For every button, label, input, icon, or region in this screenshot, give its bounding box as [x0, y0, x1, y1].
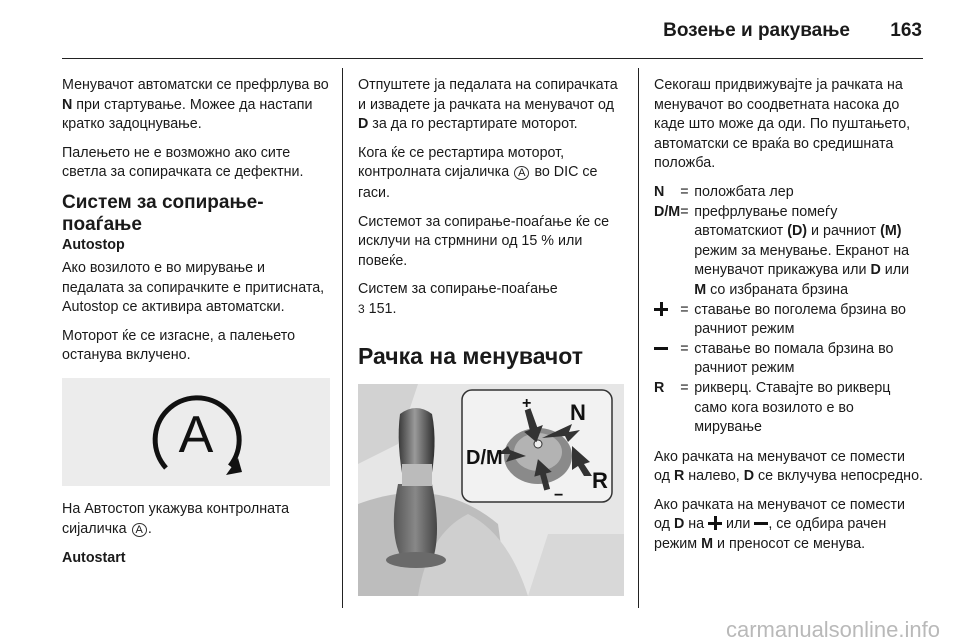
autostop-indicator-icon: A — [132, 523, 147, 537]
column-1 — [62, 76, 330, 572]
minus-icon — [654, 341, 668, 355]
paragraph: Моторот ќе се изгасне, а палењето останува вклучено. — [62, 327, 296, 364]
autostop-symbol-figure — [62, 378, 330, 486]
watermark: carmanualsonline.info — [725, 617, 940, 642]
page-header-title: Возење и ракување — [663, 20, 850, 41]
paragraph: Секогаш придвижувајте ја рачката на менувачот во соодветната насока до каде што може да оди. По пуштањето, автоматски се враќа во средишната положба. — [654, 77, 911, 172]
gear-lever-illustration — [358, 384, 624, 596]
paragraph: Ако возилото е во мирување и педалата за сопирачките е притисната, Autostop се активира автоматски. — [62, 259, 325, 316]
column-divider-1 — [342, 68, 343, 608]
paragraph: Менувачот автоматски се префрлува во N при стартување. Можее да настапи кратко задоцнување. — [62, 77, 329, 133]
table-row: N = положбата лер — [654, 183, 794, 200]
lever-label-r: R — [592, 467, 608, 493]
paragraph: Ако рачката на менувачот се помести од R налево, D се вклучува непосредно. — [654, 448, 924, 485]
lever-label-plus: + — [522, 394, 532, 412]
autostop-indicator-icon: A — [514, 166, 529, 180]
paragraph: Отпуштете ја педалата на сопирачката и извадете ја рачката на менувачот од D за да го рестартирате моторот. — [358, 77, 618, 133]
paragraph: Палењето не е возможно ако сите светла за сопирачката се дефектни. — [62, 144, 304, 181]
paragraph: Кога ќе се рестартира моторот, контролната сијаличка A во DIC се гаси. — [358, 144, 598, 201]
paragraph: Систем за сопирање-поаѓање 3 151. — [358, 281, 558, 317]
minus-icon — [754, 516, 768, 530]
section-heading: Систем за сопирање-поаѓање — [62, 191, 264, 235]
lever-label-n: N — [570, 399, 586, 425]
page-number: 163 — [890, 20, 922, 41]
header-rule — [62, 58, 923, 59]
reference-arrow-icon: 3 — [358, 301, 365, 316]
autostop-symbol-icon — [62, 378, 330, 486]
column-2 — [358, 76, 626, 596]
gear-lever-figure — [358, 384, 624, 596]
column-divider-2 — [638, 68, 639, 608]
lever-label-minus: − — [554, 486, 564, 504]
column-3 — [654, 76, 924, 564]
autostop-letter: A — [178, 405, 214, 464]
paragraph: На Автостоп укажува контролната сијаличка A . — [62, 500, 290, 537]
gear-positions-table — [654, 183, 924, 438]
paragraph: Системот за сопирање-поаѓање ќе се исклучи на стрмнини од 15 % или повеќе. — [358, 213, 610, 269]
lever-label-dm: D/M — [466, 446, 503, 469]
plus-icon — [708, 516, 722, 530]
table-row: D/M = префрлување помеѓу автоматскиот (D) и рачниот (M) режим за менување. Екранот на менувачот прикажува или D или M со избраната брзина — [654, 203, 910, 298]
table-row: = ставање во помала брзина во рачниот режим — [654, 340, 924, 379]
plus-icon — [654, 302, 668, 316]
table-row: = ставање во поголема брзина во рачниот режим — [654, 301, 924, 340]
table-row: R = рикверц. Ставајте во рикверц само кога возилото е во мирување — [654, 379, 891, 436]
paragraph: Ако рачката на менувачот се помести од D на или , се одбира рачен режим M и преносот се менува. — [654, 496, 905, 553]
subheading-autostop: Autostop — [62, 236, 125, 253]
subheading-autostart: Autostart — [62, 550, 126, 567]
section-heading-lever: Рачка на менувачот — [358, 342, 584, 369]
